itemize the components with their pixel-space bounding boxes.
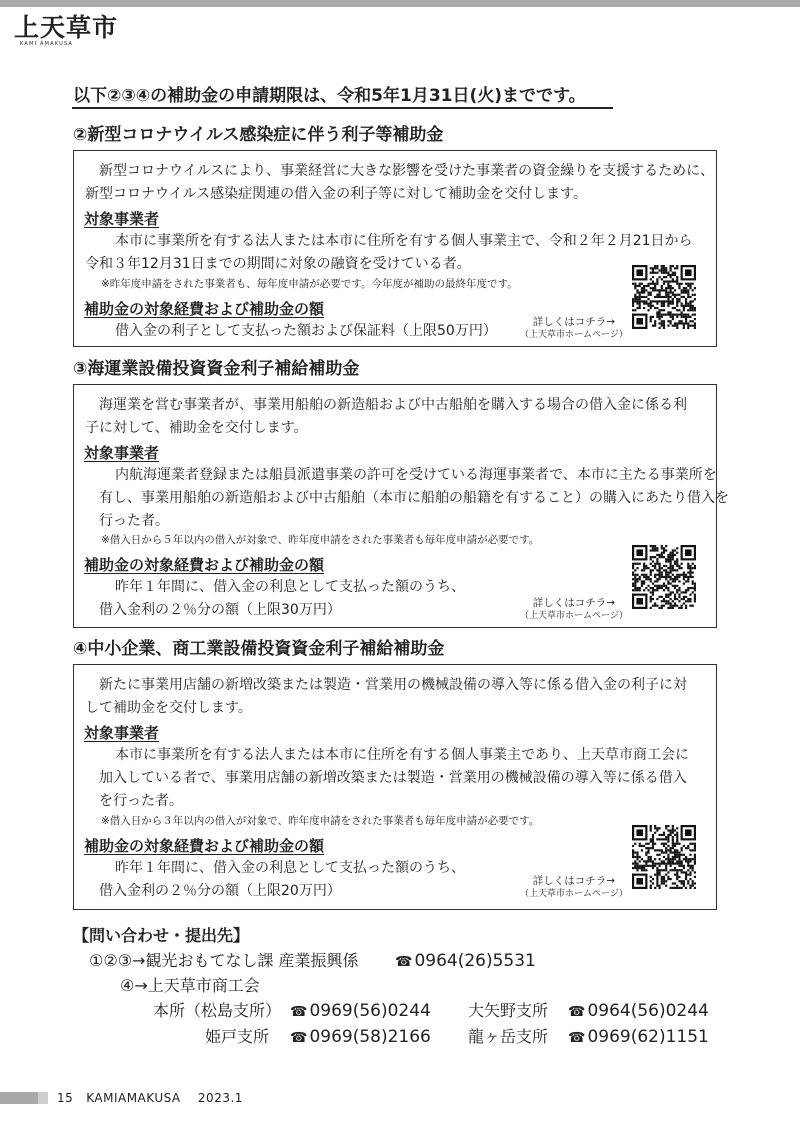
details-link-source: （上天草市ホームページ）	[520, 889, 628, 899]
phone-icon: ☎	[568, 1004, 586, 1020]
footer-bar-accent	[38, 1092, 48, 1104]
target-line: 本市に事業所を有する法人または本市に住所を有する個人事業主で、令和２年２月21日から	[115, 233, 693, 249]
phone-number: 0964(26)5531	[414, 951, 536, 971]
expense-line: 借入金の利子として支払った額および保証料（上限50万円）	[115, 323, 497, 339]
details-link[interactable]	[520, 316, 628, 342]
target-line: 加入している者で、事業用店舗の新増改築または製造・営業用の機械設備の導入等に係る借入	[99, 770, 687, 786]
top-bar	[0, 0, 800, 7]
details-link[interactable]	[520, 875, 628, 901]
section-box	[73, 150, 717, 347]
page-number: 15	[57, 1091, 74, 1105]
intro-line: 子に対して、補助金を交付します。	[85, 420, 308, 436]
intro-line: 新型コロナウイルスにより、事業経営に大きな影響を受けた事業者の資金繰りを支援するために、	[99, 163, 715, 179]
contact-org: ④→上天草市商工会	[120, 976, 260, 995]
details-link-source: （上天草市ホームページ）	[520, 611, 628, 621]
office-name: 姫戸支所	[205, 1027, 270, 1046]
expense-heading: 補助金の対象経費および補助金の額	[84, 556, 325, 574]
logo-subtext: KAMI AMAKUSA	[20, 41, 74, 47]
note-text: ※借入日から３年以内の借入が対象で、昨年度申請をされた事業者も毎年度申請が必要です。	[101, 815, 540, 827]
expense-line: 借入金利の２％分の額（上限30万円）	[99, 602, 341, 618]
target-line: 本市に事業所を有する法人または本市に住所を有する個人事業主であり、上天草市商工会に	[115, 747, 689, 763]
publication-date: 2023.1	[197, 1091, 243, 1105]
section-title: ②新型コロナウイルス感染症に伴う利子等補助金	[73, 125, 444, 145]
phone-number: 0969(56)0244	[309, 1001, 431, 1021]
qr-code-icon[interactable]	[632, 265, 696, 329]
deadline-underline	[72, 107, 613, 109]
city-logo	[14, 14, 124, 46]
intro-line: 新たに事業用店舗の新増改築または製造・営業用の機械設備の導入等に係る借入金の利子に対	[99, 677, 687, 693]
phone-icon: ☎	[568, 1030, 586, 1046]
phone-icon: ☎	[395, 954, 413, 970]
section-box	[73, 664, 717, 910]
section-title: ③海運業設備投資資金利子補給補助金	[73, 359, 360, 379]
office-phone	[290, 1026, 431, 1049]
target-heading: 対象事業者	[84, 210, 160, 228]
phone-number: 0969(62)1151	[587, 1027, 709, 1047]
qr-code-icon[interactable]	[632, 825, 696, 889]
office-name: 本所（松島支所）	[153, 1001, 282, 1020]
details-link-label: 詳しくはコチラ→	[532, 597, 616, 609]
expense-heading: 補助金の対象経費および補助金の額	[84, 300, 325, 318]
publication-name: KAMIAMAKUSA	[86, 1091, 181, 1105]
target-line: 令和３年12月31日までの期間に対象の融資を受けている者。	[85, 256, 471, 272]
target-line: 内航海運業者登録または船員派遣事業の許可を受けている海運事業者で、本市に主たる事業所を	[115, 467, 717, 483]
phone-number: 0964(56)0244	[587, 1001, 709, 1021]
details-link-label: 詳しくはコチラ→	[532, 875, 616, 887]
note-text: ※昨年度申請をされた事業者も、毎年度申請が必要です。今年度が補助の最終年度です。	[101, 278, 518, 290]
expense-line: 借入金利の２％分の額（上限20万円）	[99, 883, 341, 899]
section-box	[73, 384, 729, 628]
intro-line: 海運業を営む事業者が、事業用船舶の新造船および中古船舶を購入する場合の借入金に係る利	[99, 397, 687, 413]
note-text: ※借入日から５年以内の借入が対象で、昨年度申請をされた事業者も毎年度申請が必要です。	[101, 534, 540, 546]
target-heading: 対象事業者	[84, 724, 160, 742]
target-line: 行った者。	[99, 513, 169, 529]
footer	[57, 1089, 243, 1107]
footer-bar	[0, 1092, 38, 1104]
expense-line: 昨年１年間に、借入金の利息として支払った額のうち、	[115, 579, 465, 595]
contact-phone	[395, 950, 536, 973]
intro-line: して補助金を交付します。	[85, 700, 252, 716]
expense-heading: 補助金の対象経費および補助金の額	[84, 837, 325, 855]
target-heading: 対象事業者	[84, 444, 160, 462]
phone-number: 0969(58)2166	[309, 1027, 431, 1047]
office-phone	[568, 1000, 709, 1023]
target-line: を行った者。	[99, 793, 183, 809]
details-link-label: 詳しくはコチラ→	[532, 316, 616, 328]
phone-icon: ☎	[290, 1030, 308, 1046]
office-phone	[568, 1026, 709, 1049]
office-name: 大矢野支所	[468, 1001, 549, 1020]
office-phone	[290, 1000, 431, 1023]
phone-icon: ☎	[290, 1004, 308, 1020]
target-line: 有し、事業用船舶の新造船および中古船舶（本市に船舶の船籍を有すること）の購入にあたり借入を	[99, 490, 729, 506]
details-link-source: （上天草市ホームページ）	[520, 330, 628, 340]
details-link[interactable]	[520, 597, 628, 623]
intro-line: 新型コロナウイルス感染症関連の借入金の利子等に対して補助金を交付します。	[85, 186, 588, 202]
contact-dept: ①②③→観光おもてなし課 産業振興係	[89, 951, 359, 970]
expense-line: 昨年１年間に、借入金の利息として支払った額のうち、	[115, 860, 465, 876]
logo-text: 上天草市	[14, 13, 119, 42]
office-name: 龍ヶ岳支所	[468, 1027, 549, 1046]
contact-heading: 【問い合わせ・提出先】	[73, 926, 250, 945]
section-title: ④中小企業、商工業設備投資資金利子補給補助金	[73, 639, 445, 659]
deadline-notice: 以下②③④の補助金の申請期限は、令和5年1月31日(火)までです。	[73, 86, 586, 106]
qr-code-icon[interactable]	[632, 545, 696, 609]
